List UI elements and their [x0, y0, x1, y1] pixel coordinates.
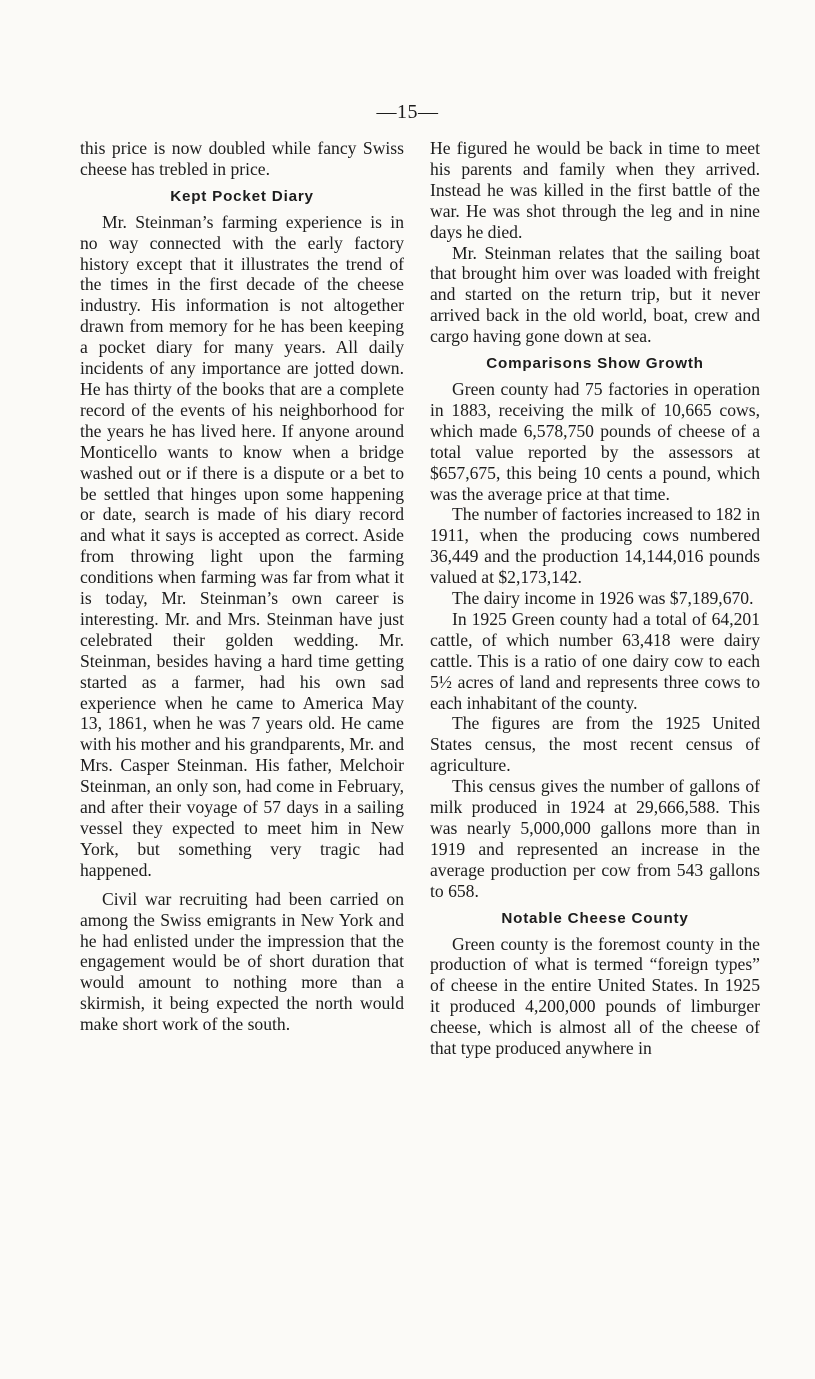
right-paragraph-6: In 1925 Green county had a total of 64,201 cattle, of which number 63,418 were dairy cattle. This is a ratio of one dairy cow to each 5½ acres of land and represents three cows to each inhabitant of the county. [430, 608, 760, 713]
right-paragraph-5: The dairy income in 1926 was $7,189,670. [452, 588, 754, 609]
right-paragraph-9: Green county is the foremost county in the production of what is termed “foreign types” of cheese in the entire United States. In 1925 it produced 4,200,000 pounds of limburger cheese, which is almost all of the cheese of that type produced anywhere in [430, 933, 760, 1059]
page-number: —15— [376, 101, 439, 123]
right-paragraph-4: The number of factories increased to 182 in 1911, when the producing cows numbered 36,449 and the production 14,144,016 pounds valued at $2,173,142. [430, 504, 760, 588]
left-paragraph-3: Civil war recruiting had been carried on among the Swiss emigrants in New York and he had enlisted under the impression that the engagement would be of short duration that would amount to nothing more than a skirmish, it being expected the north would make short work of the south. [80, 888, 404, 1035]
right-paragraph-3: Green county had 75 factories in operation in 1883, receiving the milk of 10,665 cows, which made 6,578,750 pounds of cheese of a total value reported by the assessors at $657,675, this being 10 cents a pound, which was the average price at that time. [430, 378, 760, 504]
left-column [80, 138, 404, 1035]
right-paragraph-8: This census gives the number of gallons of milk produced in 1924 at 29,666,588. This was nearly 5,000,000 gallons more than in 1919 and represented an increase in the average production per cow from 543 gallons to 658. [430, 776, 760, 901]
heading-comparisons-show-growth: Comparisons Show Growth [486, 355, 704, 373]
heading-notable-cheese-county: Notable Cheese County [501, 909, 689, 927]
heading-kept-pocket-diary: Kept Pocket Diary [170, 187, 314, 205]
right-paragraph-2: Mr. Steinman relates that the sailing boat that brought him over was loaded with freight and started on the return trip, but it never arrived back in the old world, boat, crew and cargo having gone down at sea. [430, 242, 760, 347]
left-paragraph-1: this price is now doubled while fancy Swiss cheese has trebled in price. [80, 138, 404, 179]
right-paragraph-1: He figured he would be back in time to meet his parents and family when they arrived. Instead he was killed in the first battle of the war. He was shot through the leg and in nine days he died. [430, 138, 760, 242]
left-paragraph-2: Mr. Steinman’s farming experience is in no way connected with the early factory history except that it illustrates the trend of the times in the first decade of the cheese industry. His information is not altogether drawn from memory for he has been keeping a pocket diary for many years. All daily incidents of any importance are jotted down. He has thirty of the books that are a complete record of the events of his neighborhood for the years he has lived here. If anyone around Monticello wants to know when a bridge washed out or if there is a dispute or a bet to be settled that hinges upon some happening or date, search is made of his diary record and what it says is accepted as correct. Aside from throwing light upon the farming conditions when farming was far from what it is today, Mr. Steinman’s own career is interesting. Mr. and Mrs. Steinman have just celebrated their golden wedding. Mr. Steinman, besides having a hard time getting started as a farmer, had his own sad experience when he came to America May 13, 1861, when he was 7 years old. He came with his mother and his grandparents, Mr. and Mrs. Casper Steinman. His father, Melchoir Steinman, an only son, had come in February, and after their voyage of 57 days in a sailing vessel they expected to meet him in New York, but something very tragic had happened. [80, 211, 404, 880]
right-column [430, 138, 760, 1059]
right-paragraph-7: The figures are from the 1925 United States census, the most recent census of agriculture. [430, 713, 760, 776]
